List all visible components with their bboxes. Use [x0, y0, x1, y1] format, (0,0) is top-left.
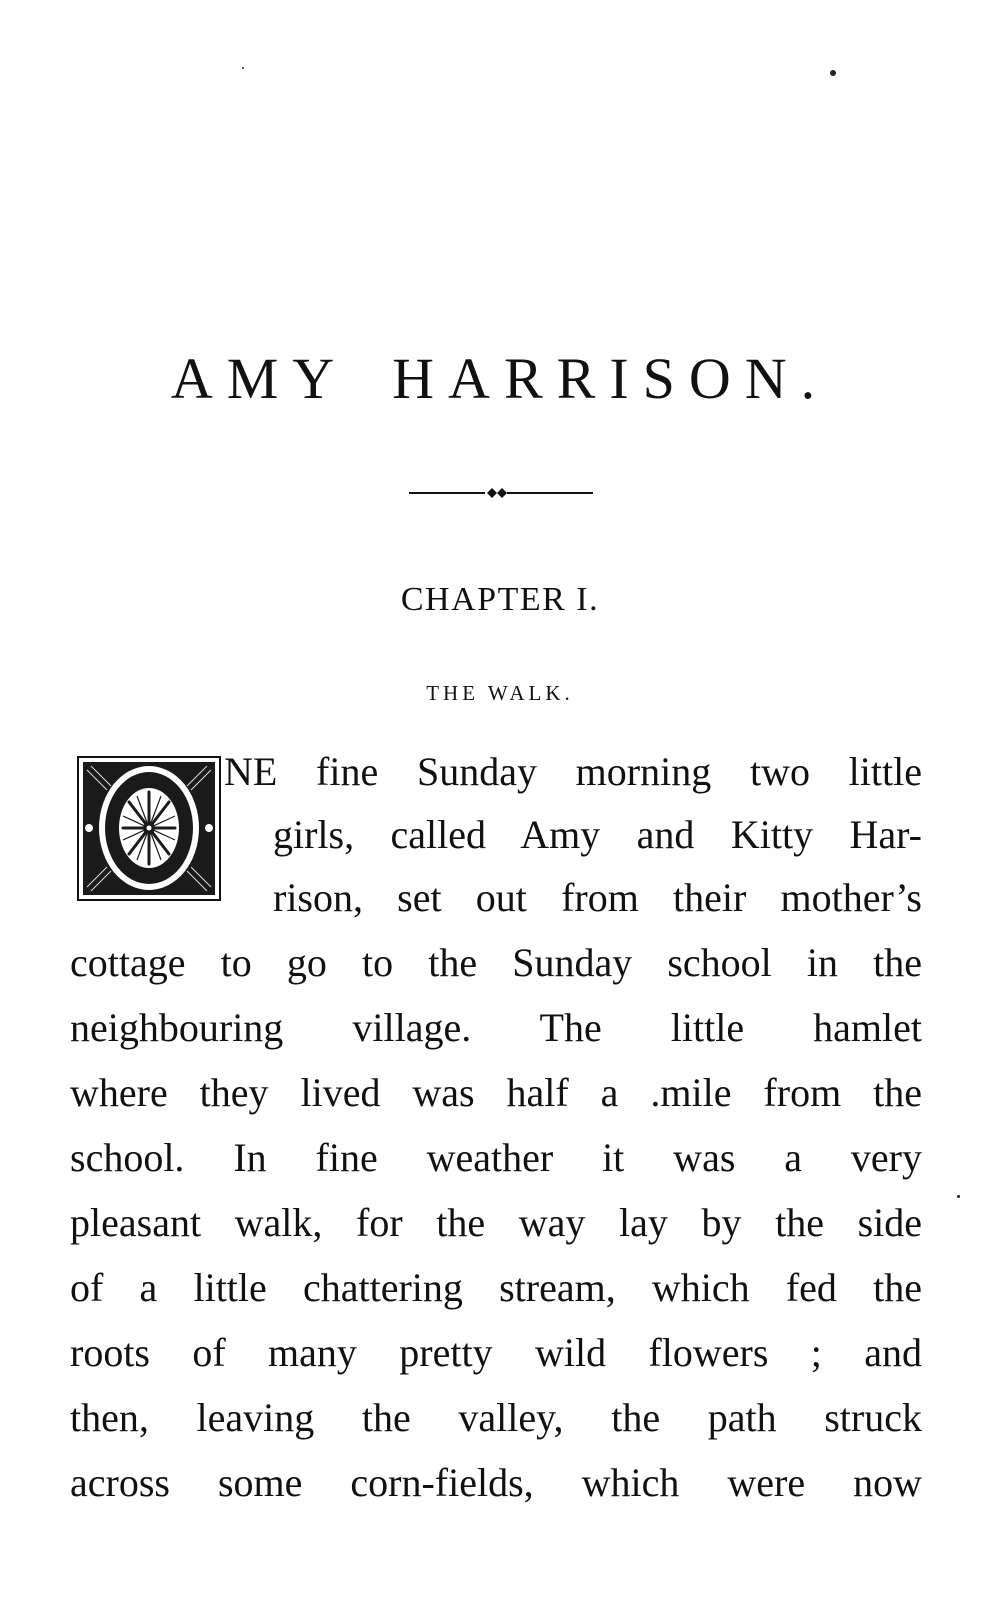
- book-title: [0, 346, 1000, 411]
- decorated-drop-cap-o: [77, 756, 221, 901]
- paragraph-line-text: then, leaving the valley, the path struck: [70, 1395, 922, 1440]
- paragraph-line-text: NE fine Sunday morning two little: [224, 749, 922, 794]
- book-title-word-1: AMY: [170, 346, 349, 411]
- paragraph-line-text: girls, called Amy and Kitty Har-: [273, 812, 922, 857]
- print-speck: [957, 1195, 960, 1198]
- paragraph-line: [70, 1330, 922, 1375]
- paragraph-line-text: of a little chattering stream, which fed the: [70, 1265, 922, 1310]
- paragraph-line-text: pleasant walk, for the way lay by the side: [70, 1200, 922, 1245]
- paragraph-line-text: school. In fine weather it was a very: [70, 1135, 922, 1180]
- paragraph-line: [70, 1135, 922, 1180]
- paragraph-line: [70, 1200, 922, 1245]
- chapter-subtitle: THE WALK.: [426, 681, 574, 705]
- paragraph-line-text: rison, set out from their mother’s: [273, 875, 922, 920]
- book-title-word-2: HARRISON.: [392, 346, 830, 411]
- paragraph-line-text: roots of many pretty wild flowers ; and: [70, 1330, 922, 1375]
- paragraph-line: [70, 940, 922, 985]
- paragraph-line: [70, 1265, 922, 1310]
- paragraph-line-text: where they lived was half a .mile from the: [70, 1070, 922, 1115]
- paragraph-line-text: neighbouring village. The little hamlet: [70, 1005, 922, 1050]
- paragraph-line-text: across some corn-fields, which were now: [70, 1460, 922, 1505]
- paragraph-line: [70, 1070, 922, 1115]
- paragraph-line: [70, 1395, 922, 1440]
- paragraph-line-text: cottage to go to the Sunday school in the: [70, 940, 922, 985]
- print-speck: [242, 67, 244, 69]
- paragraph-line: [273, 875, 922, 920]
- paragraph-line: [224, 749, 922, 794]
- print-speck: [830, 70, 836, 76]
- paragraph-line: [70, 1460, 922, 1505]
- chapter-heading: CHAPTER I.: [400, 581, 600, 618]
- paragraph-line: [273, 812, 922, 857]
- paragraph-line: [70, 1005, 922, 1050]
- ornamental-rule-divider: [409, 486, 593, 500]
